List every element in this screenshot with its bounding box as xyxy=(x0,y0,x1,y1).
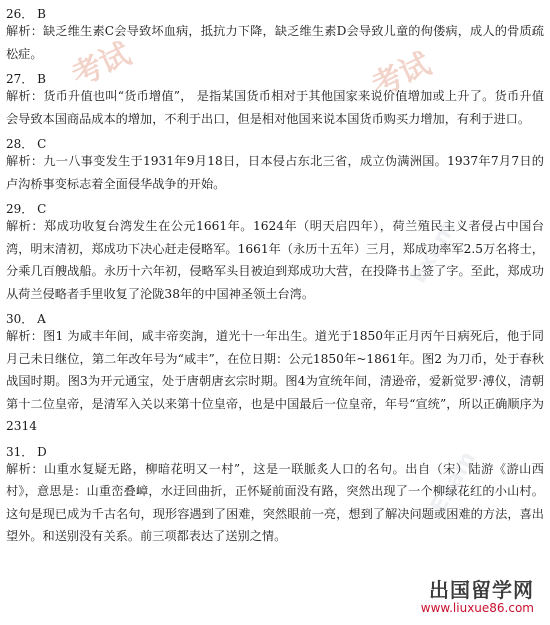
answer-analysis: 解析：九一八事变发生于1931年9月18日，日本侵占东北三省，成立伪满洲国。1937年7月7日的卢沟桥事变标志着全面侵华战争的开始。 xyxy=(6,154,544,191)
answer-item-30 xyxy=(6,305,544,438)
answer-item-28 xyxy=(6,130,544,195)
question-number: 29． C xyxy=(6,202,47,216)
question-number: 28． C xyxy=(6,137,47,151)
answer-analysis: 解析：图1 为咸丰年间，咸丰帝奕詢，道光十一年出生。道光于1850年正月丙午日病死后，他于同月己未日继位，第二年改年号为“咸丰”，在位日期：公元1850年~1861年。图2 为刀币，处于春秋战国时期。图3为开元通宝，处于唐朝唐玄宗时期。图4为宣统年间，清逊帝，爱新觉罗·溥仪，清朝第十二位皇帝，是清军入关以来第十位皇帝，也是中国最后一位皇帝，年号“宣统”，所以正确顺序为2314 xyxy=(6,329,544,433)
site-logo xyxy=(421,579,534,615)
site-name: 出国留学网 xyxy=(429,578,534,602)
question-number: 31． D xyxy=(6,444,47,459)
watermark-exam-en: Exam xyxy=(425,447,482,518)
site-url[interactable]: www.liuxue86.com xyxy=(420,601,534,615)
question-number: 26． B xyxy=(6,7,46,21)
answer-item-29 xyxy=(6,195,544,305)
answer-item-27 xyxy=(6,65,544,130)
answer-analysis: 解析：山重水复疑无路，柳暗花明又一村”，这是一联脈炙人口的名句。出自（宋）陆游《游山西村》，意思是：山重峦叠嶂，水迂回曲折，正怀疑前面没有路，突然出现了一个柳绿花红的小山村。这句是现已成为千古名句，现形容遇到了困难，突然眼前一亮，想到了解决问题或困难的方法，喜出望外。和送别没有关系。前三项都表达了送别之情。 xyxy=(6,461,544,543)
answer-analysis: 解析：货币升值也叫“货币增值”， 是指某国货币相对于其他国家来说价值增加或上升了。货币升值会导致本国商品成本的增加，不利于出口，但是相对他国来说本国货币购买力增加，有利于进口。 xyxy=(6,89,544,126)
watermark-exam-cn: 考试 xyxy=(66,36,137,94)
answer-analysis: 解析：缺乏维生素C会导致坏血病，抵抗力下降，缺乏维生素D会导致儿童的佝偻病，成人的骨质疏松症。 xyxy=(6,24,544,61)
watermark-exam-cn: 考试 xyxy=(366,46,437,104)
answer-item-26 xyxy=(6,0,544,65)
question-number: 27． B xyxy=(6,72,46,86)
answer-item-31 xyxy=(6,438,544,548)
watermark-exam-en: Exam xyxy=(405,217,462,288)
answer-document xyxy=(6,0,544,548)
question-number: 30． A xyxy=(6,312,46,326)
answer-analysis: 解析：郑成功收复台湾发生在公元1661年。1624年（明天启四年），荷兰殖民主义者侵占中国台湾，明末清初，郑成功下决心赶走侵略军。1661年（永历十五年）三月，郑成功率军2.5万名将士，分乘几百艘战船。永历十六年初，侵略军头目被迫到郑成功大营，在投降书上签了字。至此，郑成功从荷兰侵略者手里收复了沦陇38年的中国神圣领土台湾。 xyxy=(6,219,544,301)
